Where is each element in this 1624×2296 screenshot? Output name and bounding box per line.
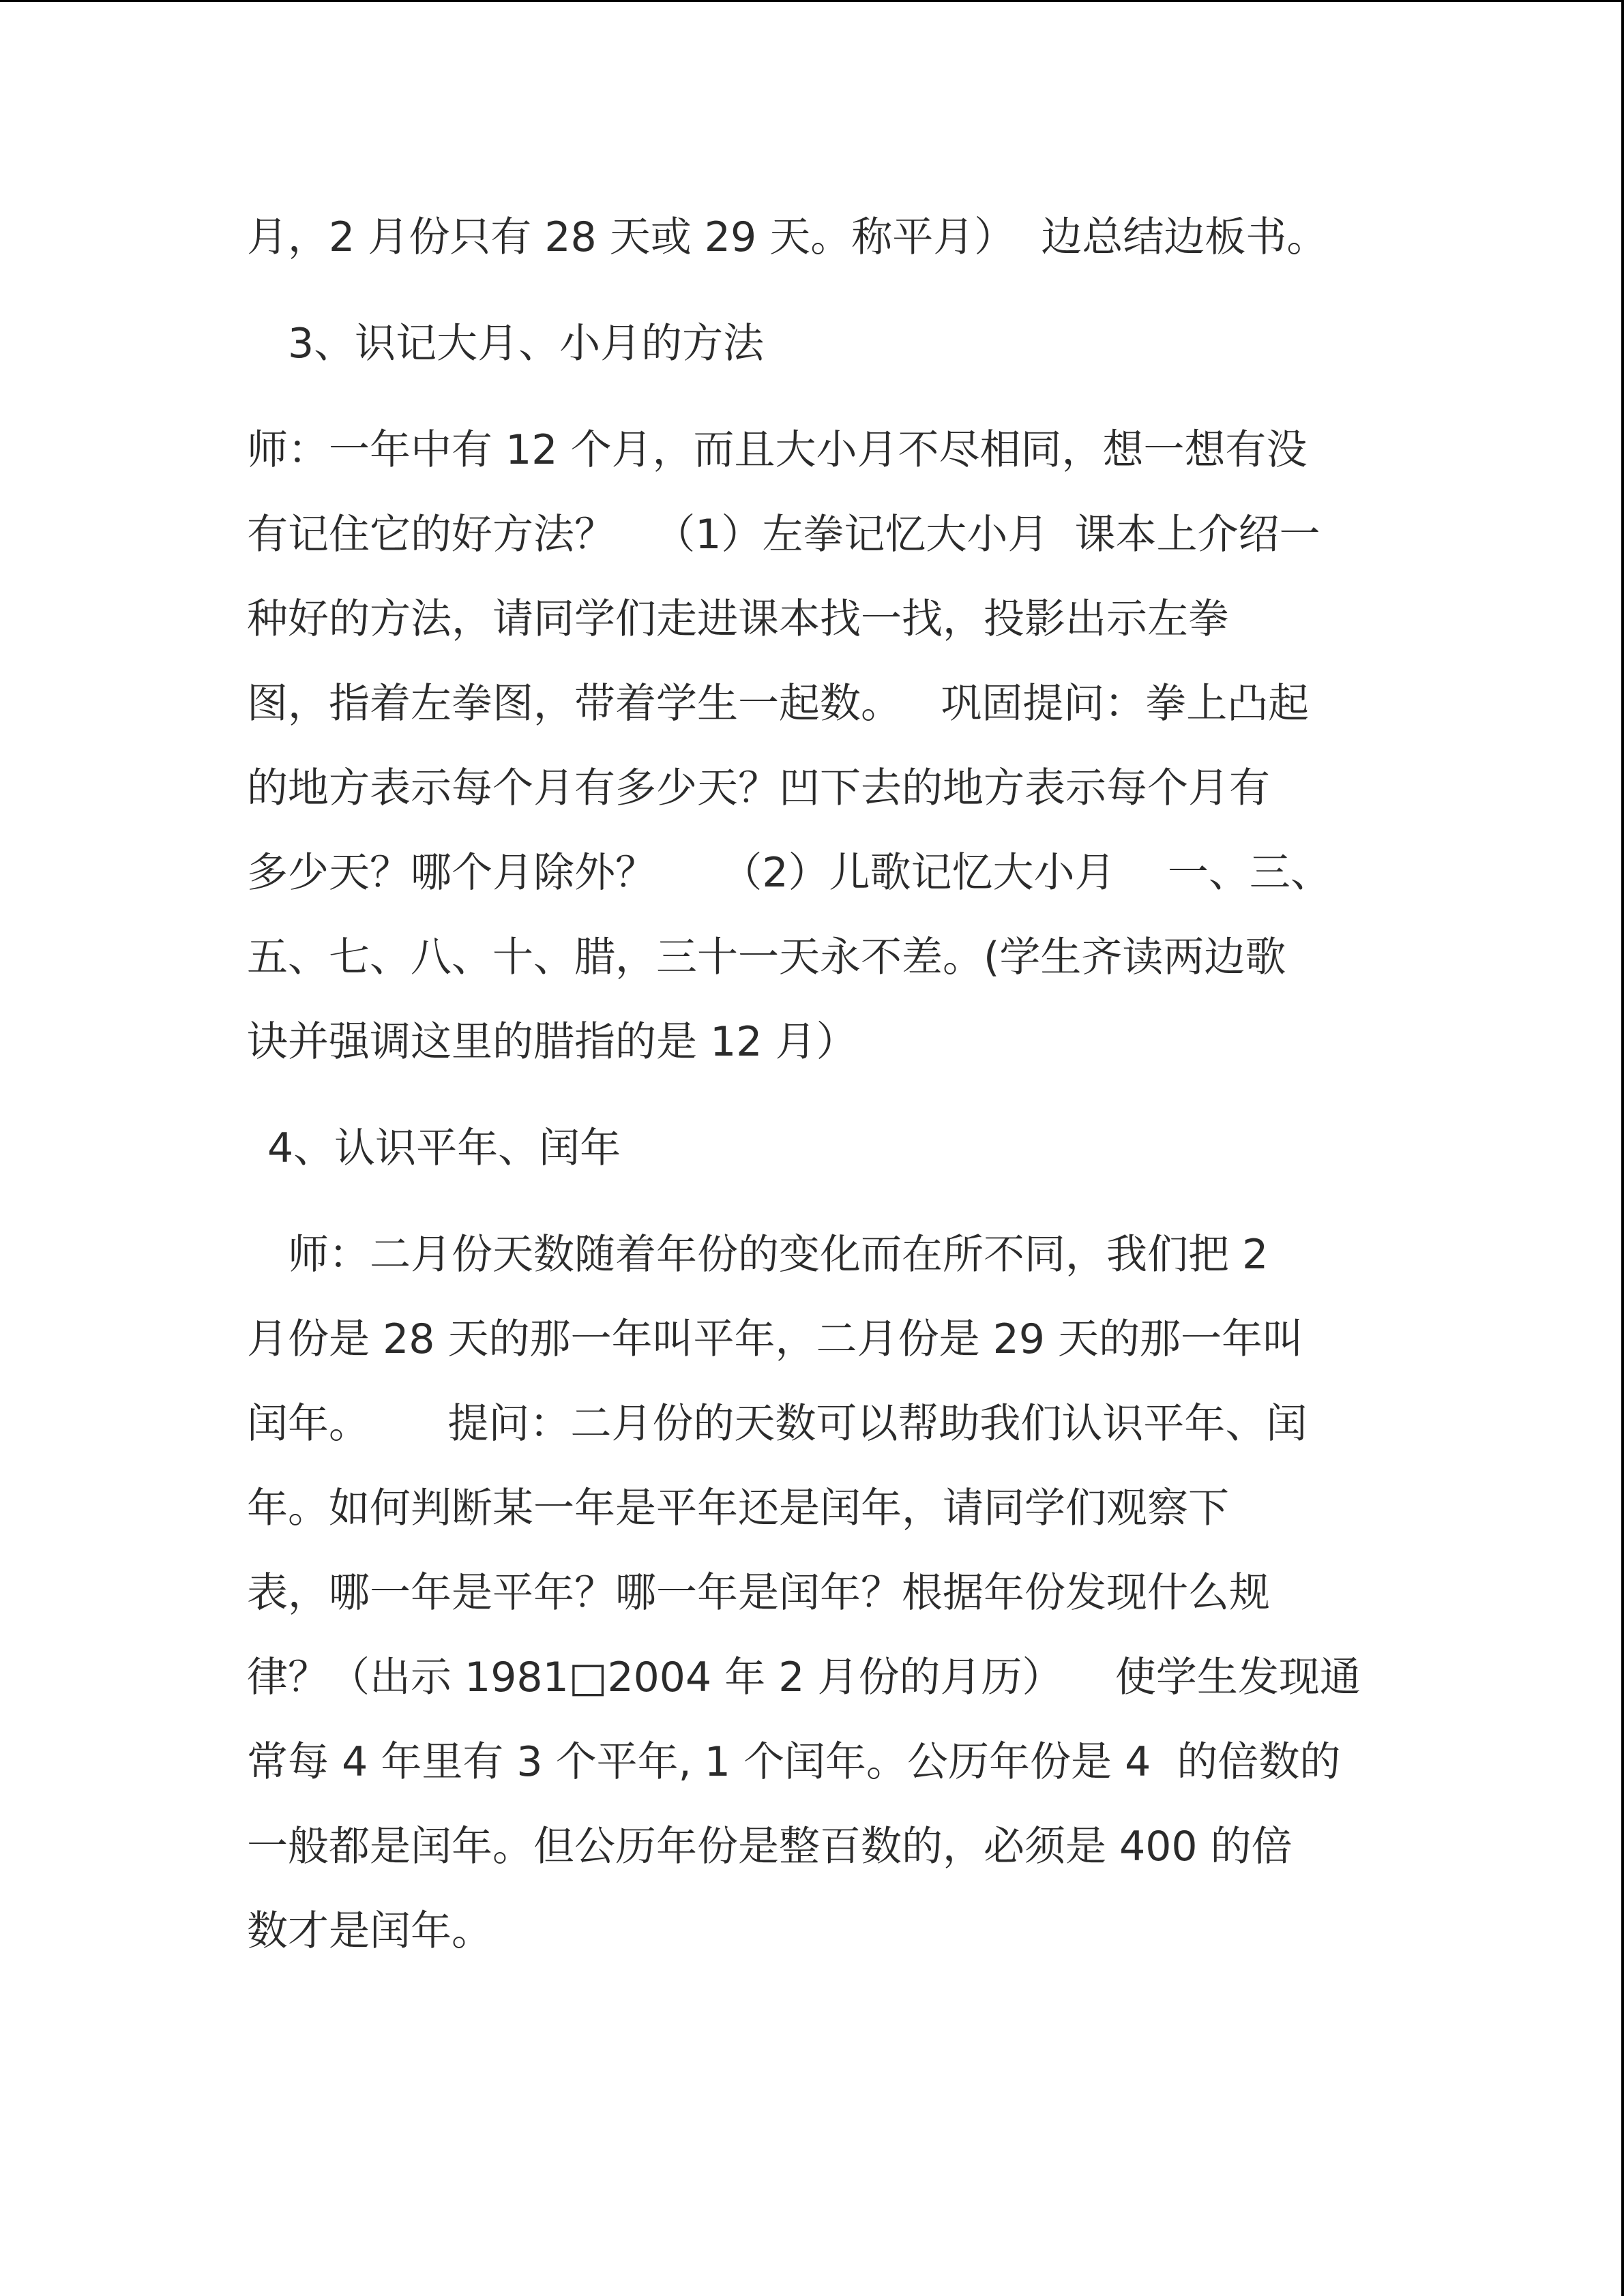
text-line: 师：二月份天数随着年份的变化而在所不同，我们把 2 <box>288 1231 1269 1279</box>
spacer <box>247 386 1406 408</box>
text-line: 律？（出示 1981□2004 年 2 月份的月历） 使学生发现通 <box>247 1654 1361 1701</box>
text-line: 有记住它的好方法？ （1）左拳记忆大小月 课本上介绍一 <box>247 511 1320 558</box>
text-line: 常每 4 年里有 3 个平年, 1 个闰年。公历年份是 4 的倍数的 <box>247 1738 1341 1786</box>
text-line: 种好的方法，请同学们走进课本找一找，投影出示左拳 <box>247 595 1229 643</box>
paragraph-month-summary <box>247 195 1406 280</box>
text-line: 月份是 28 天的那一年叫平年，二月份是 29 天的那一年叫 <box>247 1315 1303 1363</box>
spacer <box>247 280 1406 301</box>
text-line: 表，哪一年是平年？哪一年是闰年？根据年份发现什么规 <box>247 1569 1270 1617</box>
text-line: 五、七、八、十、腊，三十一天永不差。(学生齐读两边歌 <box>247 934 1286 981</box>
text-line: 的地方表示每个月有多少天？凹下去的地方表示每个月有 <box>247 764 1270 812</box>
text-line: 一般都是闰年。但公历年份是整百数的，必须是 400 的倍 <box>247 1823 1293 1870</box>
text-line: 月，2 月份只有 28 天或 29 天。称平月） 边总结边板书。 <box>247 213 1328 261</box>
spacer <box>247 1084 1406 1106</box>
paragraph-leap-year <box>247 1212 1406 1973</box>
text-line: 数才是闰年。 <box>247 1907 492 1955</box>
text-line: 诀并强调这里的腊指的是 12 月） <box>247 1018 857 1066</box>
section-heading-4: 4、认识平年、闰年 <box>267 1124 621 1172</box>
page-right-border <box>1621 0 1624 2296</box>
text-line: 闰年。 提问：二月份的天数可以帮助我们认识平年、闰 <box>247 1400 1308 1448</box>
paragraph-memory-methods <box>247 408 1406 1084</box>
text-line: 图，指着左拳图，带着学生一起数。 巩固提问：拳上凸起 <box>247 680 1310 728</box>
text-line: 多少天？哪个月除外？ （2）儿歌记忆大小月 一、三、 <box>247 849 1331 897</box>
text-line: 年。如何判断某一年是平年还是闰年，请同学们观察下 <box>247 1485 1229 1532</box>
section-heading-3: 3、识记大月、小月的方法 <box>288 320 765 368</box>
text-line: 师：一年中有 12 个月，而且大小月不尽相同，想一想有没 <box>247 426 1308 474</box>
document-page <box>247 195 1406 1973</box>
spacer <box>247 1191 1406 1212</box>
page-top-border <box>0 0 1624 2</box>
